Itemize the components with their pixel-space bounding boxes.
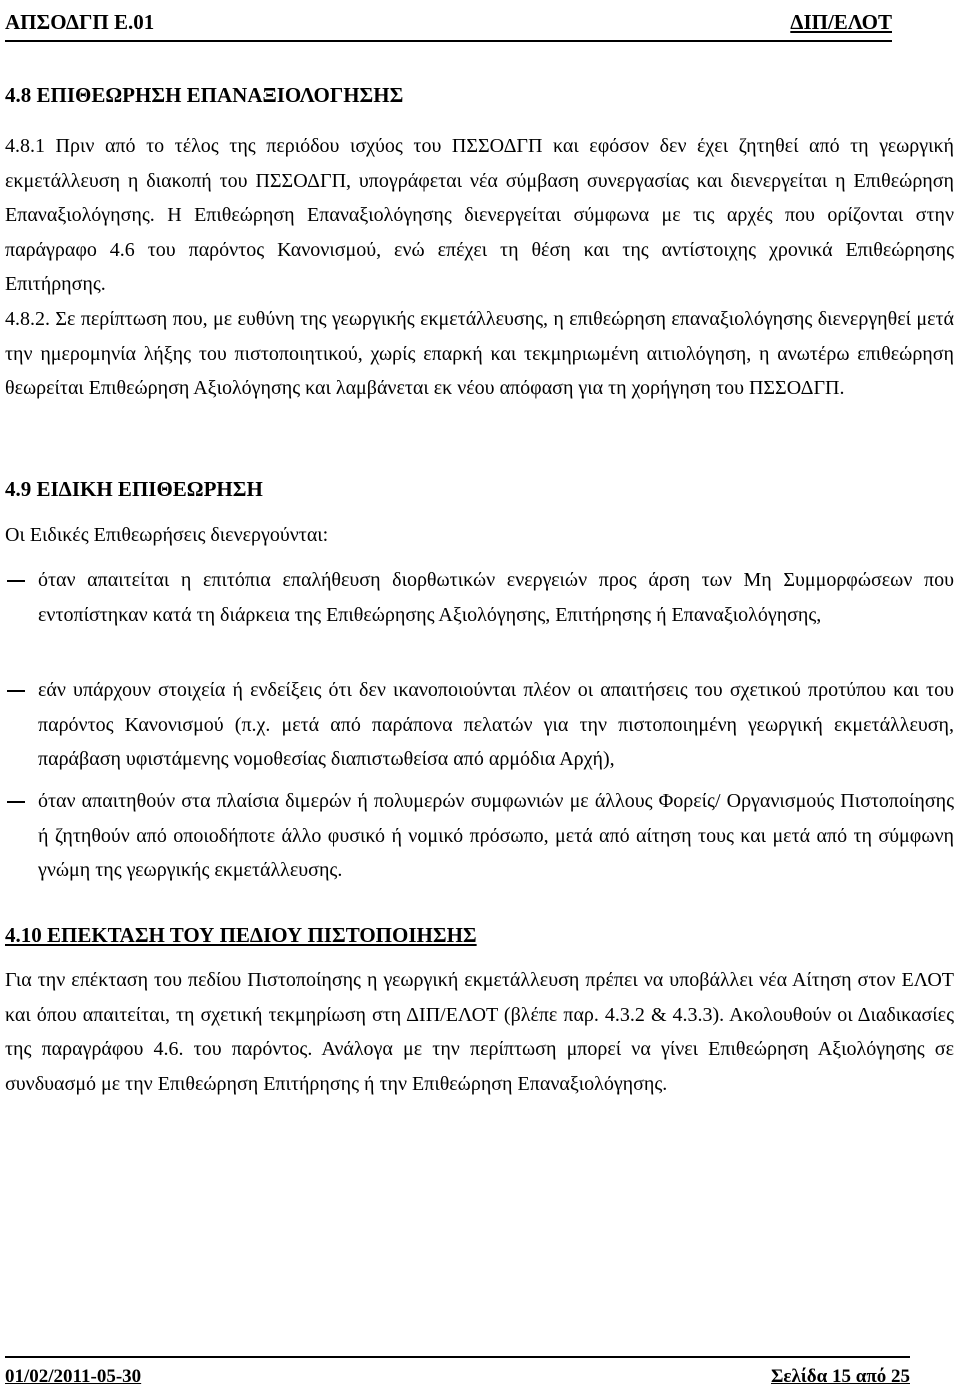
document-code: ΑΠΣΟΔΓΠ Ε.01 xyxy=(5,10,155,34)
paragraph-4-8-2 xyxy=(5,302,954,406)
page-header xyxy=(5,8,892,42)
section-4-8-heading: 4.8 ΕΠΙΘΕΩΡΗΣΗ ΕΠΑΝΑΞΙΟΛΟΓΗΣΗΣ xyxy=(5,83,404,107)
section-4-9-heading: 4.9 ΕΙΔΙΚΗ ΕΠΙΘΕΩΡΗΣΗ xyxy=(5,477,263,501)
paragraph-4-8-1: 4.8.1 Πριν από το τέλος της περιόδου ισχύος του ΠΣΣΟΔΓΠ και εφόσον δεν έχει ζητηθεί από τη γεωργική εκμετάλλευση η διακοπή του ΠΣΣΟΔΓΠ, υπογράφεται νέα σύμβαση συνεργασίας και διενεργείται η Επιθεώρηση Επαναξιολόγησης. Η Επιθεώρηση Επαναξιολόγησης διενεργείται σύμφωνα με τις αρχές που ορίζονται στην παράγραφο 4.6 του παρόντος Κανονισμού, ενώ επέχει τη θέση και της αντίστοιχης χρονικά Επιθεώρησης Επιτήρησης. xyxy=(5,135,954,295)
page-footer xyxy=(5,1356,910,1392)
revision-date: 01/02/2011-05-30 xyxy=(5,1366,142,1387)
page-number: Σελίδα 15 από 25 xyxy=(771,1366,910,1387)
paragraph-text: Σε περίπτωση που, με ευθύνη της γεωργικής εκμετάλλευσης, η επιθεώρηση επαναξιολόγησης διενεργηθεί μετά την ημερομηνία λήξης του πιστοποιητικού, χωρίς επαρκή και τεκμηριωμένη αιτιολόγηση, η ανωτέρω επιθεώρηση θεωρείται Επιθεώρηση Αξιολόγησης και λαμβάνεται εκ νέου απόφαση για τη χορήγηση του ΠΣΣΟΔΓΠ. xyxy=(5,308,954,399)
paragraph-number: 4.8.2. xyxy=(5,308,50,330)
issuer-code: ΔΙΠ/ΕΛΟΤ xyxy=(790,10,892,34)
section-4-10-heading: 4.10 ΕΠΕΚΤΑΣΗ ΤΟΥ ΠΕΔΙΟΥ ΠΙΣΤΟΠΟΙΗΣΗΣ xyxy=(5,923,477,947)
paragraph-4-10: Για την επέκταση του πεδίου Πιστοποίησης η γεωργική εκμετάλλευση πρέπει να υποβάλλει νέα Αίτηση στον ΕΛΟΤ και όπου απαιτείται, τη σχετική τεκμηρίωση στη ΔΙΠ/ΕΛΟΤ (βλέπε παρ. 4.3.2 & 4.3.3). Ακολουθούν οι Διαδικασίες της παραγράφου 4.6. του παρόντος. Ανάλογα με την περίπτωση μπορεί να γίνει Επιθεώρηση Αξιολόγησης σε συνδυασμό με την Επιθεώρηση Επιτήρησης ή την Επιθεώρηση Επαναξιολόγησης. xyxy=(5,969,954,1095)
section-4-9-intro: Οι Ειδικές Επιθεωρήσεις διενεργούνται: xyxy=(5,524,329,546)
